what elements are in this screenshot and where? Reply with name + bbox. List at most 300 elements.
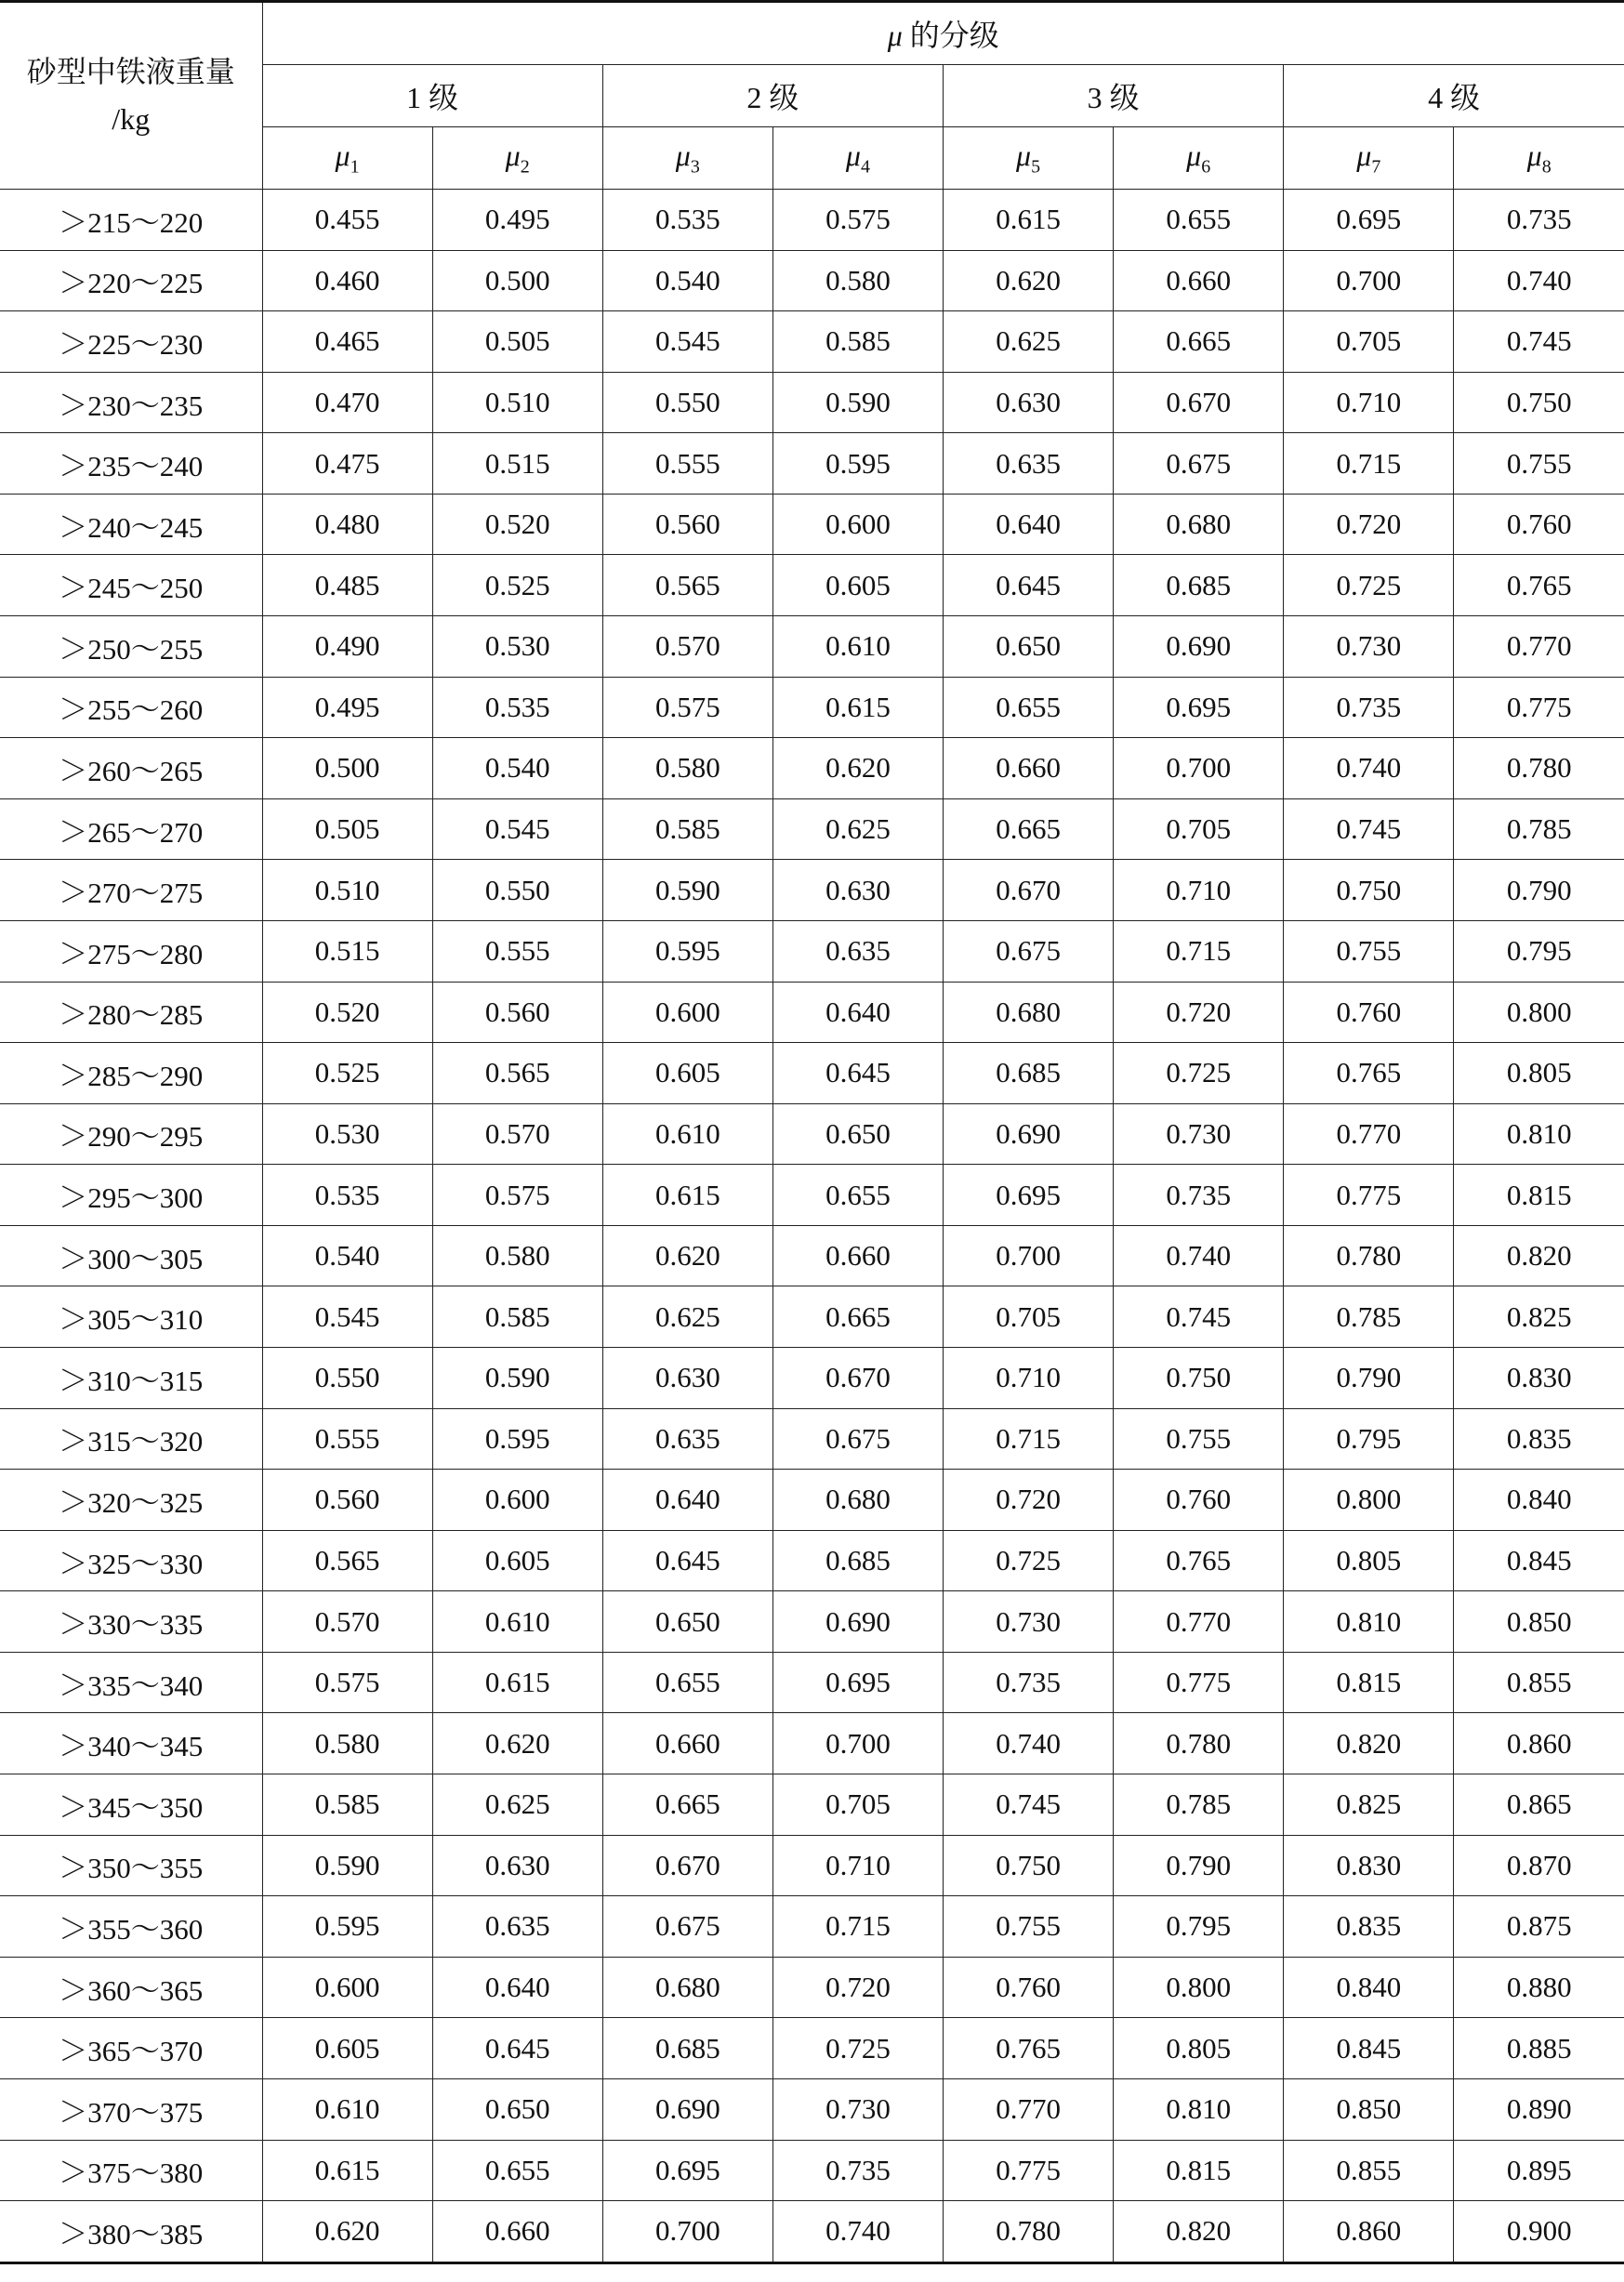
mu-value-cell: 0.645 bbox=[602, 1530, 772, 1591]
mu-value-cell: 0.760 bbox=[1114, 1470, 1284, 1531]
mu-value-cell: 0.715 bbox=[944, 1408, 1114, 1470]
mu-value-cell: 0.855 bbox=[1284, 2140, 1454, 2201]
mu-value-cell: 0.860 bbox=[1284, 2201, 1454, 2263]
table-row bbox=[0, 1103, 1624, 1165]
mu-value-cell: 0.640 bbox=[944, 494, 1114, 555]
mu-value-cell: 0.785 bbox=[1454, 798, 1624, 860]
mu-value-cell: 0.600 bbox=[602, 982, 772, 1043]
mu-value-cell: 0.495 bbox=[432, 190, 602, 251]
mu-value-cell: 0.650 bbox=[772, 1103, 943, 1165]
table-row bbox=[0, 982, 1624, 1043]
weight-range-cell: ＞215～220 bbox=[0, 190, 262, 251]
mu-value-cell: 0.800 bbox=[1284, 1470, 1454, 1531]
mu-value-cell: 0.665 bbox=[602, 1774, 772, 1836]
mu-value-cell: 0.650 bbox=[602, 1591, 772, 1653]
mu-value-cell: 0.680 bbox=[772, 1470, 943, 1531]
table-row bbox=[0, 677, 1624, 738]
mu-symbol: μ bbox=[1526, 138, 1542, 172]
table-row bbox=[0, 2140, 1624, 2201]
mu-value-cell: 0.890 bbox=[1454, 2078, 1624, 2140]
mu-value-cell: 0.620 bbox=[602, 1225, 772, 1286]
table-row bbox=[0, 2018, 1624, 2079]
mu-value-cell: 0.745 bbox=[1284, 798, 1454, 860]
mu-column-header bbox=[1454, 127, 1624, 190]
mu-value-cell: 0.505 bbox=[432, 311, 602, 373]
level-header: 4 级 bbox=[1284, 65, 1624, 127]
mu-value-cell: 0.690 bbox=[772, 1591, 943, 1653]
mu-value-cell: 0.745 bbox=[1114, 1286, 1284, 1348]
mu-value-cell: 0.755 bbox=[1114, 1408, 1284, 1470]
mu-value-cell: 0.775 bbox=[1114, 1652, 1284, 1713]
mu-value-cell: 0.745 bbox=[944, 1774, 1114, 1836]
mu-value-cell: 0.660 bbox=[1114, 250, 1284, 311]
mu-value-cell: 0.565 bbox=[262, 1530, 432, 1591]
mu-value-cell: 0.725 bbox=[944, 1530, 1114, 1591]
mu-value-cell: 0.700 bbox=[772, 1713, 943, 1774]
mu-value-cell: 0.600 bbox=[262, 1957, 432, 2018]
mu-value-cell: 0.710 bbox=[772, 1835, 943, 1896]
table-row bbox=[0, 1165, 1624, 1226]
mu-value-cell: 0.705 bbox=[1284, 311, 1454, 373]
mu-value-cell: 0.835 bbox=[1454, 1408, 1624, 1470]
weight-range-cell: ＞280～285 bbox=[0, 982, 262, 1043]
mu-value-cell: 0.545 bbox=[432, 798, 602, 860]
mu-value-cell: 0.830 bbox=[1284, 1835, 1454, 1896]
mu-value-cell: 0.580 bbox=[262, 1713, 432, 1774]
mu-symbol: μ bbox=[1356, 138, 1372, 172]
mu-value-cell: 0.800 bbox=[1114, 1957, 1284, 2018]
mu-value-cell: 0.500 bbox=[432, 250, 602, 311]
weight-range-cell: ＞355～360 bbox=[0, 1896, 262, 1958]
mu-value-cell: 0.800 bbox=[1454, 982, 1624, 1043]
level-header: 1 级 bbox=[262, 65, 602, 127]
mu-symbol: μ bbox=[505, 138, 521, 172]
mu-value-cell: 0.505 bbox=[262, 798, 432, 860]
weight-range-cell: ＞340～345 bbox=[0, 1713, 262, 1774]
mu-symbol: μ bbox=[1016, 138, 1032, 172]
mu-value-cell: 0.720 bbox=[1114, 982, 1284, 1043]
mu-value-cell: 0.500 bbox=[262, 738, 432, 799]
mu-value-cell: 0.865 bbox=[1454, 1774, 1624, 1836]
mu-value-cell: 0.825 bbox=[1284, 1774, 1454, 1836]
mu-value-cell: 0.710 bbox=[1284, 372, 1454, 433]
mu-value-cell: 0.740 bbox=[944, 1713, 1114, 1774]
mu-value-cell: 0.680 bbox=[602, 1957, 772, 2018]
mu-value-cell: 0.530 bbox=[262, 1103, 432, 1165]
weight-range-cell: ＞305～310 bbox=[0, 1286, 262, 1348]
mu-value-cell: 0.550 bbox=[262, 1347, 432, 1408]
mu-value-cell: 0.555 bbox=[602, 433, 772, 495]
table-row bbox=[0, 1896, 1624, 1958]
mu-value-cell: 0.515 bbox=[432, 433, 602, 495]
mu-value-cell: 0.565 bbox=[602, 555, 772, 616]
table-header bbox=[0, 2, 1624, 190]
mu-value-cell: 0.820 bbox=[1454, 1225, 1624, 1286]
mu-column-header bbox=[1114, 127, 1284, 190]
mu-value-cell: 0.780 bbox=[1284, 1225, 1454, 1286]
mu-value-cell: 0.595 bbox=[262, 1896, 432, 1958]
mu-value-cell: 0.515 bbox=[262, 920, 432, 982]
mu-value-cell: 0.755 bbox=[944, 1896, 1114, 1958]
mu-value-cell: 0.680 bbox=[1114, 494, 1284, 555]
mu-value-cell: 0.705 bbox=[772, 1774, 943, 1836]
mu-value-cell: 0.610 bbox=[262, 2078, 432, 2140]
mu-value-cell: 0.820 bbox=[1284, 1713, 1454, 1774]
weight-range-cell: ＞225～230 bbox=[0, 311, 262, 373]
mu-value-cell: 0.675 bbox=[772, 1408, 943, 1470]
mu-value-cell: 0.630 bbox=[944, 372, 1114, 433]
mu-value-cell: 0.735 bbox=[1284, 677, 1454, 738]
mu-value-cell: 0.565 bbox=[432, 1043, 602, 1104]
mu-value-cell: 0.640 bbox=[602, 1470, 772, 1531]
mu-value-cell: 0.815 bbox=[1114, 2140, 1284, 2201]
mu-value-cell: 0.545 bbox=[602, 311, 772, 373]
mu-value-cell: 0.480 bbox=[262, 494, 432, 555]
mu-value-cell: 0.830 bbox=[1454, 1347, 1624, 1408]
mu-value-cell: 0.790 bbox=[1284, 1347, 1454, 1408]
weight-range-cell: ＞365～370 bbox=[0, 2018, 262, 2079]
mu-subscript: 8 bbox=[1541, 156, 1551, 178]
mu-value-cell: 0.695 bbox=[944, 1165, 1114, 1226]
mu-value-cell: 0.700 bbox=[602, 2201, 772, 2263]
weight-range-cell: ＞265～270 bbox=[0, 798, 262, 860]
mu-value-cell: 0.510 bbox=[432, 372, 602, 433]
mu-value-cell: 0.700 bbox=[1284, 250, 1454, 311]
mu-value-cell: 0.580 bbox=[602, 738, 772, 799]
table-row bbox=[0, 1408, 1624, 1470]
mu-subscript: 5 bbox=[1031, 156, 1041, 178]
mu-subscript: 2 bbox=[520, 156, 530, 178]
mu-value-cell: 0.750 bbox=[1284, 860, 1454, 921]
table-row bbox=[0, 1530, 1624, 1591]
mu-value-cell: 0.875 bbox=[1454, 1896, 1624, 1958]
mu-value-cell: 0.740 bbox=[1454, 250, 1624, 311]
table-row bbox=[0, 555, 1624, 616]
mu-value-cell: 0.525 bbox=[432, 555, 602, 616]
mu-subscript: 6 bbox=[1201, 156, 1211, 178]
mu-value-cell: 0.615 bbox=[262, 2140, 432, 2201]
mu-value-cell: 0.870 bbox=[1454, 1835, 1624, 1896]
mu-value-cell: 0.520 bbox=[432, 494, 602, 555]
mu-value-cell: 0.460 bbox=[262, 250, 432, 311]
mu-value-cell: 0.715 bbox=[772, 1896, 943, 1958]
table-row bbox=[0, 1774, 1624, 1836]
mu-value-cell: 0.670 bbox=[1114, 372, 1284, 433]
mu-value-cell: 0.815 bbox=[1284, 1652, 1454, 1713]
mu-value-cell: 0.580 bbox=[432, 1225, 602, 1286]
mu-value-cell: 0.845 bbox=[1284, 2018, 1454, 2079]
mu-value-cell: 0.685 bbox=[602, 2018, 772, 2079]
weight-range-cell: ＞315～320 bbox=[0, 1408, 262, 1470]
corner-unit: /kg bbox=[112, 102, 151, 136]
mu-value-cell: 0.630 bbox=[432, 1835, 602, 1896]
level-header: 2 级 bbox=[602, 65, 943, 127]
mu-value-cell: 0.740 bbox=[1284, 738, 1454, 799]
mu-value-cell: 0.825 bbox=[1454, 1286, 1624, 1348]
weight-range-cell: ＞235～240 bbox=[0, 433, 262, 495]
mu-value-cell: 0.590 bbox=[432, 1347, 602, 1408]
mu-value-cell: 0.690 bbox=[944, 1103, 1114, 1165]
mu-value-cell: 0.585 bbox=[262, 1774, 432, 1836]
mu-value-cell: 0.770 bbox=[1454, 616, 1624, 678]
mu-subscript: 7 bbox=[1371, 156, 1381, 178]
table-row bbox=[0, 798, 1624, 860]
table-row bbox=[0, 494, 1624, 555]
mu-value-cell: 0.615 bbox=[432, 1652, 602, 1713]
mu-value-cell: 0.510 bbox=[262, 860, 432, 921]
mu-value-cell: 0.805 bbox=[1114, 2018, 1284, 2079]
weight-range-cell: ＞270～275 bbox=[0, 860, 262, 921]
weight-range-cell: ＞275～280 bbox=[0, 920, 262, 982]
mu-value-cell: 0.495 bbox=[262, 677, 432, 738]
mu-value-cell: 0.660 bbox=[944, 738, 1114, 799]
table-row bbox=[0, 1286, 1624, 1348]
weight-range-cell: ＞230～235 bbox=[0, 372, 262, 433]
mu-value-cell: 0.655 bbox=[1114, 190, 1284, 251]
weight-range-cell: ＞320～325 bbox=[0, 1470, 262, 1531]
mu-value-cell: 0.680 bbox=[944, 982, 1114, 1043]
mu-value-cell: 0.540 bbox=[602, 250, 772, 311]
mu-value-cell: 0.795 bbox=[1284, 1408, 1454, 1470]
mu-value-cell: 0.695 bbox=[772, 1652, 943, 1713]
mu-value-cell: 0.735 bbox=[944, 1652, 1114, 1713]
mu-value-cell: 0.775 bbox=[1284, 1165, 1454, 1226]
mu-value-cell: 0.585 bbox=[772, 311, 943, 373]
mu-value-cell: 0.595 bbox=[432, 1408, 602, 1470]
mu-value-cell: 0.780 bbox=[944, 2201, 1114, 2263]
mu-value-cell: 0.845 bbox=[1454, 1530, 1624, 1591]
mu-value-cell: 0.750 bbox=[1454, 372, 1624, 433]
mu-value-cell: 0.670 bbox=[944, 860, 1114, 921]
weight-range-cell: ＞330～335 bbox=[0, 1591, 262, 1653]
mu-value-cell: 0.635 bbox=[944, 433, 1114, 495]
mu-value-cell: 0.640 bbox=[432, 1957, 602, 2018]
mu-value-cell: 0.555 bbox=[262, 1408, 432, 1470]
table-row bbox=[0, 1225, 1624, 1286]
mu-value-cell: 0.465 bbox=[262, 311, 432, 373]
mu-value-cell: 0.795 bbox=[1114, 1896, 1284, 1958]
mu-value-cell: 0.685 bbox=[1114, 555, 1284, 616]
mu-value-cell: 0.805 bbox=[1284, 1530, 1454, 1591]
mu-value-cell: 0.595 bbox=[772, 433, 943, 495]
mu-value-cell: 0.770 bbox=[1284, 1103, 1454, 1165]
mu-value-cell: 0.760 bbox=[944, 1957, 1114, 2018]
mu-value-cell: 0.805 bbox=[1454, 1043, 1624, 1104]
mu-value-cell: 0.705 bbox=[1114, 798, 1284, 860]
mu-value-cell: 0.640 bbox=[772, 982, 943, 1043]
table-row bbox=[0, 1652, 1624, 1713]
mu-value-cell: 0.775 bbox=[1454, 677, 1624, 738]
mu-value-cell: 0.645 bbox=[432, 2018, 602, 2079]
mu-value-cell: 0.635 bbox=[432, 1896, 602, 1958]
corner-title: 砂型中铁液重量 bbox=[26, 54, 235, 88]
weight-range-cell: ＞255～260 bbox=[0, 677, 262, 738]
mu-value-cell: 0.675 bbox=[944, 920, 1114, 982]
mu-value-cell: 0.675 bbox=[602, 1896, 772, 1958]
weight-range-cell: ＞240～245 bbox=[0, 494, 262, 555]
mu-value-cell: 0.655 bbox=[432, 2140, 602, 2201]
mu-value-cell: 0.810 bbox=[1284, 1591, 1454, 1653]
weight-range-cell: ＞245～250 bbox=[0, 555, 262, 616]
mu-value-cell: 0.860 bbox=[1454, 1713, 1624, 1774]
mu-value-cell: 0.735 bbox=[1114, 1165, 1284, 1226]
mu-value-cell: 0.620 bbox=[772, 738, 943, 799]
mu-value-cell: 0.880 bbox=[1454, 1957, 1624, 2018]
mu-value-cell: 0.750 bbox=[944, 1835, 1114, 1896]
mu-value-cell: 0.730 bbox=[772, 2078, 943, 2140]
mu-column-header bbox=[772, 127, 943, 190]
mu-value-cell: 0.670 bbox=[602, 1835, 772, 1896]
mu-value-cell: 0.530 bbox=[432, 616, 602, 678]
mu-value-cell: 0.815 bbox=[1454, 1165, 1624, 1226]
table-row bbox=[0, 250, 1624, 311]
mu-value-cell: 0.785 bbox=[1284, 1286, 1454, 1348]
mu-value-cell: 0.585 bbox=[432, 1286, 602, 1348]
mu-value-cell: 0.790 bbox=[1454, 860, 1624, 921]
mu-value-cell: 0.520 bbox=[262, 982, 432, 1043]
mu-value-cell: 0.725 bbox=[1114, 1043, 1284, 1104]
mu-value-cell: 0.590 bbox=[772, 372, 943, 433]
mu-value-cell: 0.730 bbox=[1114, 1103, 1284, 1165]
group-title: 的分级 bbox=[909, 19, 999, 52]
mu-value-cell: 0.755 bbox=[1454, 433, 1624, 495]
mu-value-cell: 0.740 bbox=[772, 2201, 943, 2263]
mu-value-cell: 0.735 bbox=[1454, 190, 1624, 251]
mu-value-cell: 0.595 bbox=[602, 920, 772, 982]
mu-value-cell: 0.645 bbox=[944, 555, 1114, 616]
weight-range-cell: ＞285～290 bbox=[0, 1043, 262, 1104]
mu-value-cell: 0.625 bbox=[602, 1286, 772, 1348]
mu-value-cell: 0.590 bbox=[602, 860, 772, 921]
weight-range-cell: ＞345～350 bbox=[0, 1774, 262, 1836]
table-row bbox=[0, 860, 1624, 921]
mu-value-cell: 0.625 bbox=[944, 311, 1114, 373]
mu-value-cell: 0.645 bbox=[772, 1043, 943, 1104]
mu-value-cell: 0.620 bbox=[944, 250, 1114, 311]
mu-value-cell: 0.725 bbox=[772, 2018, 943, 2079]
mu-value-cell: 0.775 bbox=[944, 2140, 1114, 2201]
mu-value-cell: 0.685 bbox=[772, 1530, 943, 1591]
mu-value-cell: 0.700 bbox=[944, 1225, 1114, 1286]
mu-value-cell: 0.900 bbox=[1454, 2201, 1624, 2263]
mu-symbol: μ bbox=[845, 138, 861, 172]
mu-value-cell: 0.570 bbox=[432, 1103, 602, 1165]
table-row bbox=[0, 738, 1624, 799]
table-row bbox=[0, 2201, 1624, 2263]
table-row bbox=[0, 616, 1624, 678]
mu-value-cell: 0.575 bbox=[772, 190, 943, 251]
weight-range-cell: ＞350～355 bbox=[0, 1835, 262, 1896]
mu-value-cell: 0.635 bbox=[772, 920, 943, 982]
mu-value-cell: 0.605 bbox=[432, 1530, 602, 1591]
mu-value-cell: 0.570 bbox=[262, 1591, 432, 1653]
mu-value-cell: 0.615 bbox=[944, 190, 1114, 251]
mu-symbol: μ bbox=[675, 138, 691, 172]
table-row bbox=[0, 1713, 1624, 1774]
weight-range-cell: ＞250～255 bbox=[0, 616, 262, 678]
mu-value-cell: 0.720 bbox=[772, 1957, 943, 2018]
table-row bbox=[0, 920, 1624, 982]
mu-value-cell: 0.695 bbox=[1114, 677, 1284, 738]
table-row bbox=[0, 372, 1624, 433]
group-header bbox=[262, 2, 1624, 65]
weight-range-cell: ＞290～295 bbox=[0, 1103, 262, 1165]
mu-value-cell: 0.770 bbox=[1114, 1591, 1284, 1653]
mu-value-cell: 0.670 bbox=[772, 1347, 943, 1408]
table-row bbox=[0, 1347, 1624, 1408]
mu-symbol: μ bbox=[335, 138, 350, 172]
mu-value-cell: 0.765 bbox=[1284, 1043, 1454, 1104]
mu-column-header bbox=[944, 127, 1114, 190]
mu-value-cell: 0.605 bbox=[262, 2018, 432, 2079]
mu-value-cell: 0.780 bbox=[1114, 1713, 1284, 1774]
weight-range-cell: ＞220～225 bbox=[0, 250, 262, 311]
mu-symbol: μ bbox=[1186, 138, 1202, 172]
mu-value-cell: 0.765 bbox=[944, 2018, 1114, 2079]
mu-value-cell: 0.540 bbox=[262, 1225, 432, 1286]
mu-value-cell: 0.720 bbox=[1284, 494, 1454, 555]
table-row bbox=[0, 1043, 1624, 1104]
mu-value-cell: 0.715 bbox=[1284, 433, 1454, 495]
mu-value-cell: 0.575 bbox=[602, 677, 772, 738]
mu-value-cell: 0.700 bbox=[1114, 738, 1284, 799]
mu-value-cell: 0.835 bbox=[1284, 1896, 1454, 1958]
mu-value-cell: 0.575 bbox=[432, 1165, 602, 1226]
mu-value-cell: 0.535 bbox=[432, 677, 602, 738]
mu-column-header bbox=[262, 127, 432, 190]
mu-value-cell: 0.760 bbox=[1284, 982, 1454, 1043]
mu-value-cell: 0.650 bbox=[432, 2078, 602, 2140]
weight-range-cell: ＞325～330 bbox=[0, 1530, 262, 1591]
mu-value-cell: 0.735 bbox=[772, 2140, 943, 2201]
mu-value-cell: 0.550 bbox=[432, 860, 602, 921]
weight-range-cell: ＞380～385 bbox=[0, 2201, 262, 2263]
mu-value-cell: 0.630 bbox=[772, 860, 943, 921]
mu-subscript: 3 bbox=[690, 156, 700, 178]
mu-value-cell: 0.490 bbox=[262, 616, 432, 678]
mu-value-cell: 0.755 bbox=[1284, 920, 1454, 982]
mu-value-cell: 0.525 bbox=[262, 1043, 432, 1104]
mu-value-cell: 0.535 bbox=[602, 190, 772, 251]
table-row bbox=[0, 1470, 1624, 1531]
corner-header bbox=[0, 2, 262, 190]
mu-value-cell: 0.545 bbox=[262, 1286, 432, 1348]
mu-value-cell: 0.610 bbox=[772, 616, 943, 678]
mu-value-cell: 0.560 bbox=[602, 494, 772, 555]
mu-value-cell: 0.695 bbox=[602, 2140, 772, 2201]
mu-value-cell: 0.605 bbox=[602, 1043, 772, 1104]
mu-value-cell: 0.695 bbox=[1284, 190, 1454, 251]
mu-value-cell: 0.840 bbox=[1454, 1470, 1624, 1531]
mu-value-cell: 0.840 bbox=[1284, 1957, 1454, 2018]
mu-value-cell: 0.655 bbox=[772, 1165, 943, 1226]
mu-value-cell: 0.770 bbox=[944, 2078, 1114, 2140]
mu-column-header bbox=[1284, 127, 1454, 190]
mu-value-cell: 0.720 bbox=[944, 1470, 1114, 1531]
mu-value-cell: 0.615 bbox=[602, 1165, 772, 1226]
mu-value-cell: 0.630 bbox=[602, 1347, 772, 1408]
weight-range-cell: ＞375～380 bbox=[0, 2140, 262, 2201]
mu-value-cell: 0.850 bbox=[1454, 1591, 1624, 1653]
mu-value-cell: 0.540 bbox=[432, 738, 602, 799]
weight-range-cell: ＞370～375 bbox=[0, 2078, 262, 2140]
mu-value-cell: 0.665 bbox=[1114, 311, 1284, 373]
mu-value-cell: 0.575 bbox=[262, 1652, 432, 1713]
mu-value-cell: 0.655 bbox=[944, 677, 1114, 738]
mu-value-cell: 0.810 bbox=[1114, 2078, 1284, 2140]
mu-value-cell: 0.710 bbox=[1114, 860, 1284, 921]
table-row bbox=[0, 1957, 1624, 2018]
